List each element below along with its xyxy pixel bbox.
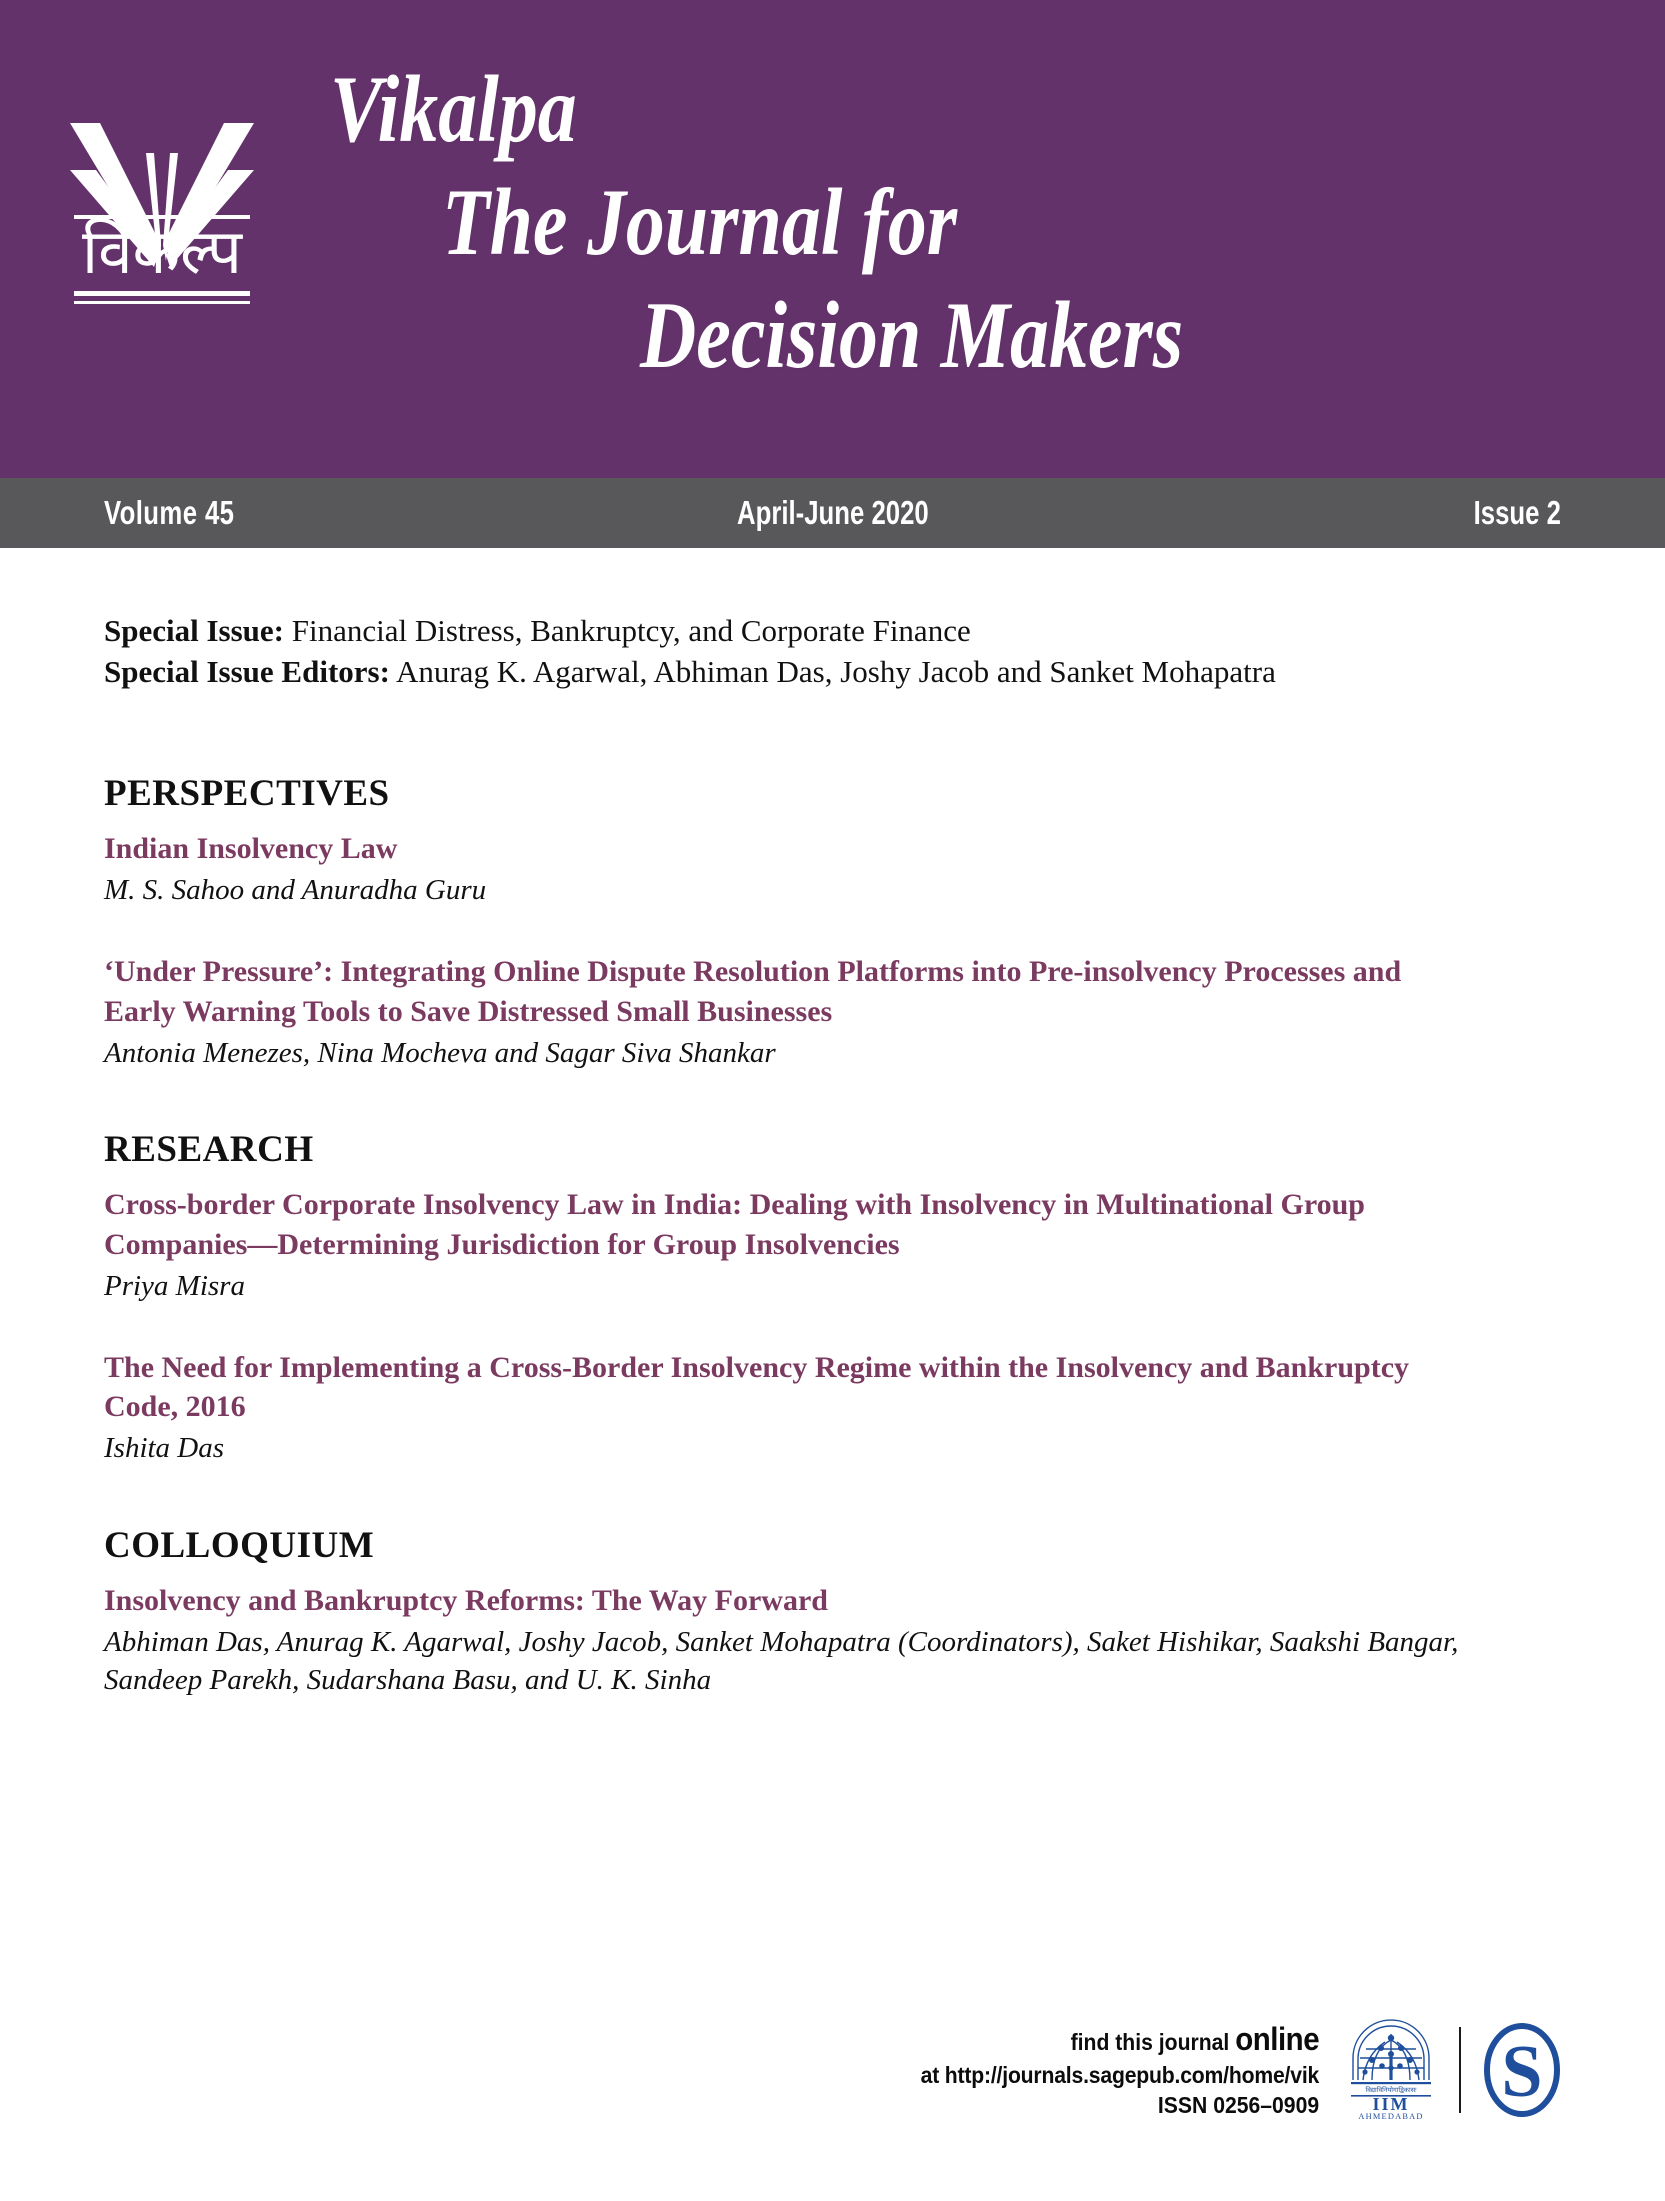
logo-divider [1459,2027,1461,2113]
article-authors: Abhiman Das, Anurag K. Agarwal, Joshy Jacob, Sanket Mohapatra (Coordinators), Saket Hishikar, Saakshi Bangar, Sandeep Parekh, Sudarshana Basu, and U. K. Sinha [104,1625,1459,1697]
vikalpa-devanagari-plate [74,215,250,304]
journal-title-line-2: The Journal for [442,169,958,275]
footer-find-online-line [921,2019,1319,2061]
toc-entry[interactable] [104,1348,1464,1468]
article-authors: Ishita Das [104,1432,225,1465]
article-title[interactable]: The Need for Implementing a Cross-Border Insolvency Regime within the Insolvency and Bankruptcy Code, 2016 [104,1350,1410,1424]
masthead [0,0,1665,478]
section-heading-perspectives: PERSPECTIVES [104,773,390,815]
sage-publishing-logo [1483,2022,1561,2118]
cover-footer [0,1990,1665,2150]
article-title[interactable]: Cross-border Corporate Insolvency Law in India: Dealing with Insolvency in Multinational Group Companies—Determining Jurisdiction for Group Insolvencies [104,1188,1365,1262]
toc-entry[interactable] [104,1185,1464,1305]
vikalpa-logo [62,95,262,325]
special-issue-block [104,610,1464,692]
issue-bar [0,478,1665,548]
footer-url[interactable]: at http://journals.sagepub.com/home/vik [920,2061,1319,2088]
table-of-contents [104,610,1464,1742]
journal-title-line-1: Vikalpa [330,56,577,162]
section-heading-colloquium: COLLOQUIUM [104,1524,375,1566]
special-issue-label: Special Issue: [104,613,284,648]
journal-title-line-3: Decision Makers [640,282,1184,388]
toc-entry[interactable] [104,1581,1464,1700]
footer-issn: ISSN 0256–0909 [1157,2091,1319,2118]
article-authors: Antonia Menezes, Nina Mocheva and Sagar Siva Shankar [104,1036,776,1069]
footer-online-word: online [1235,2021,1319,2058]
special-issue-editors-line [104,651,1464,692]
special-issue-editors-value: Anurag K. Agarwal, Abhiman Das, Joshy Jacob and Sanket Mohapatra [395,654,1276,690]
footer-find-small: find this journal [1070,2029,1230,2056]
article-authors: Priya Misra [104,1270,245,1303]
toc-entry[interactable] [104,829,1464,909]
issue-date-text: April-June 2020 [736,494,929,531]
issue-date-label [0,494,1665,532]
iim-ahmedabad-logo [1345,2018,1437,2122]
section-heading-research: RESEARCH [104,1129,314,1171]
article-title[interactable]: ‘Under Pressure’: Integrating Online Dispute Resolution Platforms into Pre-insolvency Processes and Early Warning Tools to Save Distressed Small Businesses [104,954,1402,1028]
iim-city-label: AHMEDABAD [1358,2112,1424,2121]
article-title[interactable]: Indian Insolvency Law [104,832,398,866]
special-issue-editors-label: Special Issue Editors: [104,654,390,690]
footer-text-block [886,2019,1319,2120]
article-authors: M. S. Sahoo and Anuradha Guru [104,874,487,907]
special-issue-value: Financial Distress, Bankruptcy, and Corporate Finance [291,613,971,648]
volume-label: Volume 45 [104,494,235,531]
publisher-logos [1345,2018,1561,2122]
issue-number-label: Issue 2 [1473,494,1561,531]
logo-devanagari: विकल्प [82,215,242,288]
special-issue-line [104,610,1464,651]
journal-title-block [330,56,1600,388]
iim-sanskrit-motto: विद्याविनियोगाद्विकासः [1365,2086,1417,2094]
sage-letter-s: S [1501,2031,1543,2113]
iim-acronym: IIM [1372,2094,1410,2114]
article-title[interactable]: Insolvency and Bankruptcy Reforms: The Way Forward [104,1583,828,1617]
toc-entry[interactable] [104,952,1464,1072]
